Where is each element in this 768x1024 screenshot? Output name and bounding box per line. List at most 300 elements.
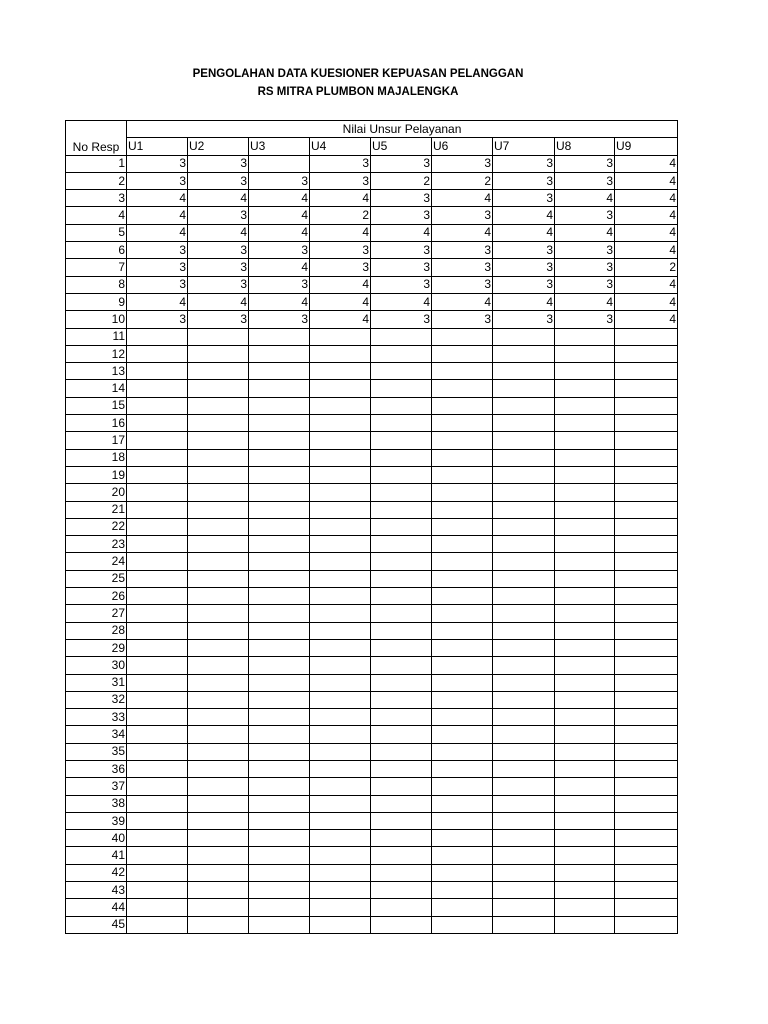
resp-column-header: No Resp <box>66 121 127 156</box>
table-row <box>66 449 678 466</box>
table-row <box>66 155 678 172</box>
score-cell: 3 <box>493 276 555 293</box>
resp-number-cell: 13 <box>66 363 127 380</box>
score-cell: 3 <box>310 172 371 189</box>
score-cell <box>493 449 555 466</box>
table-row <box>66 882 678 899</box>
score-cell <box>615 830 678 847</box>
score-cell <box>615 760 678 777</box>
score-cell: 3 <box>371 311 432 328</box>
resp-number-cell: 34 <box>66 726 127 743</box>
table-row <box>66 795 678 812</box>
score-cell <box>371 795 432 812</box>
score-cell <box>493 830 555 847</box>
resp-number-cell: 35 <box>66 743 127 760</box>
score-cell <box>188 657 249 674</box>
score-cell <box>555 691 615 708</box>
score-cell <box>249 864 310 881</box>
score-cell <box>432 778 493 795</box>
score-cell <box>371 397 432 414</box>
score-cell: 4 <box>371 224 432 241</box>
score-cell: 4 <box>615 207 678 224</box>
score-cell <box>188 605 249 622</box>
score-cell <box>432 380 493 397</box>
score-cell <box>432 363 493 380</box>
score-cell <box>249 899 310 916</box>
score-cell: 3 <box>127 259 188 276</box>
score-cell <box>432 501 493 518</box>
score-cell <box>615 536 678 553</box>
score-cell: 4 <box>615 242 678 259</box>
score-cell <box>432 830 493 847</box>
score-cell <box>127 536 188 553</box>
score-cell <box>249 778 310 795</box>
table-row <box>66 536 678 553</box>
score-cell <box>371 778 432 795</box>
score-cell <box>127 847 188 864</box>
score-cell <box>127 588 188 605</box>
score-cell <box>188 882 249 899</box>
score-cell <box>555 605 615 622</box>
table-row <box>66 812 678 829</box>
score-cell: 3 <box>127 311 188 328</box>
score-cell: 3 <box>371 276 432 293</box>
score-cell <box>188 484 249 501</box>
score-cell: 3 <box>493 311 555 328</box>
score-cell <box>432 899 493 916</box>
table-row <box>66 778 678 795</box>
score-cell <box>188 674 249 691</box>
resp-number-cell: 1 <box>66 155 127 172</box>
score-cell <box>249 657 310 674</box>
score-cell <box>432 916 493 933</box>
score-cell <box>493 760 555 777</box>
score-cell <box>555 553 615 570</box>
score-cell <box>249 760 310 777</box>
score-cell <box>249 328 310 345</box>
resp-number-cell: 26 <box>66 588 127 605</box>
score-cell <box>249 466 310 483</box>
table-row <box>66 276 678 293</box>
score-cell: 4 <box>310 224 371 241</box>
score-cell <box>615 916 678 933</box>
score-cell: 3 <box>493 172 555 189</box>
table-row <box>66 657 678 674</box>
score-cell: 4 <box>188 224 249 241</box>
score-cell: 3 <box>249 311 310 328</box>
column-header-u5: U5 <box>371 138 432 155</box>
table-row <box>66 242 678 259</box>
score-cell <box>127 518 188 535</box>
resp-number-cell: 37 <box>66 778 127 795</box>
score-cell <box>249 518 310 535</box>
score-cell <box>555 380 615 397</box>
score-cell <box>188 726 249 743</box>
score-cell: 3 <box>371 242 432 259</box>
table-row <box>66 760 678 777</box>
score-cell <box>127 570 188 587</box>
score-cell: 4 <box>249 190 310 207</box>
score-cell <box>371 536 432 553</box>
table-row <box>66 311 678 328</box>
score-cell <box>249 397 310 414</box>
score-cell: 3 <box>188 207 249 224</box>
column-header-u3: U3 <box>249 138 310 155</box>
score-cell <box>188 743 249 760</box>
resp-number-cell: 11 <box>66 328 127 345</box>
resp-number-cell: 45 <box>66 916 127 933</box>
score-cell <box>188 622 249 639</box>
score-cell <box>615 795 678 812</box>
score-cell <box>249 847 310 864</box>
score-cell <box>432 657 493 674</box>
score-cell <box>493 380 555 397</box>
score-cell <box>127 812 188 829</box>
score-cell <box>493 328 555 345</box>
score-cell <box>249 812 310 829</box>
score-cell <box>493 588 555 605</box>
score-cell: 4 <box>615 276 678 293</box>
score-cell <box>615 363 678 380</box>
table-row <box>66 709 678 726</box>
score-cell <box>432 415 493 432</box>
score-cell: 4 <box>310 276 371 293</box>
score-cell <box>249 380 310 397</box>
score-cell <box>432 847 493 864</box>
score-cell <box>555 363 615 380</box>
score-cell: 3 <box>555 242 615 259</box>
score-cell <box>310 743 371 760</box>
score-cell <box>432 674 493 691</box>
table-row <box>66 726 678 743</box>
score-cell: 3 <box>371 155 432 172</box>
score-cell: 3 <box>555 172 615 189</box>
score-cell <box>555 622 615 639</box>
score-cell <box>188 830 249 847</box>
score-cell <box>432 605 493 622</box>
score-cell: 3 <box>127 242 188 259</box>
score-cell <box>371 622 432 639</box>
score-cell <box>493 778 555 795</box>
score-cell <box>127 916 188 933</box>
score-cell <box>310 397 371 414</box>
resp-number-cell: 17 <box>66 432 127 449</box>
resp-number-cell: 12 <box>66 345 127 362</box>
survey-data-table <box>65 120 678 934</box>
score-cell <box>310 639 371 656</box>
table-row <box>66 674 678 691</box>
score-cell <box>615 345 678 362</box>
score-cell <box>493 726 555 743</box>
score-cell <box>310 570 371 587</box>
table-row <box>66 743 678 760</box>
score-cell <box>310 588 371 605</box>
score-cell: 4 <box>493 207 555 224</box>
score-cell <box>371 553 432 570</box>
score-cell: 3 <box>310 242 371 259</box>
score-cell <box>493 605 555 622</box>
score-cell: 3 <box>249 172 310 189</box>
score-cell <box>127 345 188 362</box>
score-cell <box>555 328 615 345</box>
score-cell: 4 <box>615 155 678 172</box>
score-cell <box>188 570 249 587</box>
score-cell <box>310 709 371 726</box>
score-cell <box>188 795 249 812</box>
score-cell: 4 <box>188 190 249 207</box>
score-cell <box>555 466 615 483</box>
score-cell <box>127 639 188 656</box>
score-cell <box>249 449 310 466</box>
table-row <box>66 293 678 310</box>
score-cell: 2 <box>615 259 678 276</box>
document-subtitle: RS MITRA PLUMBON MAJALENGKA <box>257 86 459 98</box>
score-cell <box>127 622 188 639</box>
score-cell <box>615 726 678 743</box>
resp-number-cell: 9 <box>66 293 127 310</box>
score-cell <box>615 674 678 691</box>
score-cell <box>188 501 249 518</box>
score-cell <box>493 345 555 362</box>
score-cell <box>371 380 432 397</box>
score-cell: 3 <box>188 276 249 293</box>
score-cell <box>555 536 615 553</box>
score-cell <box>615 501 678 518</box>
score-cell <box>310 622 371 639</box>
score-cell <box>615 657 678 674</box>
score-cell <box>249 432 310 449</box>
score-cell <box>493 916 555 933</box>
resp-number-cell: 4 <box>66 207 127 224</box>
score-cell: 4 <box>127 207 188 224</box>
score-cell <box>615 812 678 829</box>
table-row <box>66 639 678 656</box>
score-cell <box>615 328 678 345</box>
table-row <box>66 518 678 535</box>
score-cell <box>555 674 615 691</box>
score-cell <box>188 380 249 397</box>
table-row <box>66 207 678 224</box>
score-cell <box>371 415 432 432</box>
column-header-u4: U4 <box>310 138 371 155</box>
score-cell <box>432 466 493 483</box>
score-cell <box>615 415 678 432</box>
score-cell <box>188 553 249 570</box>
resp-number-cell: 32 <box>66 691 127 708</box>
score-cell <box>310 345 371 362</box>
score-cell <box>493 432 555 449</box>
score-cell <box>493 743 555 760</box>
score-cell <box>310 432 371 449</box>
score-cell <box>493 691 555 708</box>
score-cell <box>432 484 493 501</box>
score-cell <box>555 432 615 449</box>
resp-number-cell: 21 <box>66 501 127 518</box>
score-cell <box>615 778 678 795</box>
score-cell <box>310 553 371 570</box>
score-cell <box>310 847 371 864</box>
score-cell <box>188 691 249 708</box>
score-cell: 4 <box>310 293 371 310</box>
score-cell: 3 <box>127 155 188 172</box>
score-cell <box>432 518 493 535</box>
table-row <box>66 899 678 916</box>
score-cell: 3 <box>432 259 493 276</box>
score-cell <box>310 484 371 501</box>
score-cell <box>249 916 310 933</box>
score-cell <box>371 432 432 449</box>
score-cell <box>371 830 432 847</box>
resp-number-cell: 25 <box>66 570 127 587</box>
score-cell <box>371 466 432 483</box>
score-cell <box>310 501 371 518</box>
resp-number-cell: 22 <box>66 518 127 535</box>
score-cell <box>493 882 555 899</box>
table-row <box>66 916 678 933</box>
score-cell <box>310 536 371 553</box>
score-cell <box>555 484 615 501</box>
score-cell <box>493 847 555 864</box>
score-cell <box>310 449 371 466</box>
score-cell <box>371 588 432 605</box>
score-cell <box>188 397 249 414</box>
resp-number-cell: 30 <box>66 657 127 674</box>
score-cell <box>249 345 310 362</box>
score-cell <box>555 847 615 864</box>
column-header-u8: U8 <box>555 138 615 155</box>
score-cell <box>371 484 432 501</box>
score-cell <box>432 553 493 570</box>
table-row <box>66 224 678 241</box>
score-cell <box>555 657 615 674</box>
score-cell: 3 <box>127 172 188 189</box>
score-cell <box>188 466 249 483</box>
score-cell <box>371 605 432 622</box>
score-cell <box>432 622 493 639</box>
score-cell <box>555 639 615 656</box>
score-cell <box>493 363 555 380</box>
score-cell <box>188 864 249 881</box>
score-cell <box>127 449 188 466</box>
score-cell <box>555 397 615 414</box>
score-cell <box>493 536 555 553</box>
score-cell <box>310 882 371 899</box>
score-cell: 4 <box>310 311 371 328</box>
score-cell <box>249 691 310 708</box>
score-cell <box>615 397 678 414</box>
score-cell <box>188 328 249 345</box>
score-cell <box>615 432 678 449</box>
score-cell <box>493 484 555 501</box>
score-cell: 3 <box>432 155 493 172</box>
score-cell <box>615 622 678 639</box>
score-cell <box>432 864 493 881</box>
score-cell <box>310 899 371 916</box>
score-cell: 4 <box>432 224 493 241</box>
score-cell <box>127 760 188 777</box>
score-cell <box>188 536 249 553</box>
score-cell <box>432 397 493 414</box>
resp-number-cell: 8 <box>66 276 127 293</box>
score-cell <box>493 570 555 587</box>
score-cell <box>555 570 615 587</box>
score-cell <box>555 864 615 881</box>
score-cell <box>127 380 188 397</box>
score-cell <box>188 588 249 605</box>
score-cell <box>249 415 310 432</box>
score-cell <box>432 639 493 656</box>
score-cell <box>188 899 249 916</box>
score-cell <box>127 691 188 708</box>
score-cell: 3 <box>432 311 493 328</box>
score-cell <box>555 709 615 726</box>
score-cell <box>432 588 493 605</box>
score-cell <box>432 570 493 587</box>
table-row <box>66 345 678 362</box>
score-cell: 4 <box>249 259 310 276</box>
score-cell <box>615 553 678 570</box>
resp-number-cell: 5 <box>66 224 127 241</box>
resp-number-cell: 33 <box>66 709 127 726</box>
score-cell: 4 <box>555 293 615 310</box>
table-row <box>66 172 678 189</box>
score-cell: 3 <box>188 155 249 172</box>
score-cell <box>555 345 615 362</box>
score-cell <box>249 709 310 726</box>
score-cell: 4 <box>555 190 615 207</box>
score-cell <box>371 570 432 587</box>
score-cell <box>249 363 310 380</box>
score-cell <box>615 588 678 605</box>
score-cell <box>555 743 615 760</box>
score-cell <box>188 916 249 933</box>
score-cell: 4 <box>493 224 555 241</box>
score-cell <box>371 449 432 466</box>
score-cell <box>493 501 555 518</box>
resp-number-cell: 38 <box>66 795 127 812</box>
score-cell <box>371 709 432 726</box>
score-cell <box>493 657 555 674</box>
score-cell <box>432 812 493 829</box>
resp-number-cell: 19 <box>66 466 127 483</box>
score-cell <box>371 726 432 743</box>
score-cell <box>555 778 615 795</box>
column-header-u2: U2 <box>188 138 249 155</box>
table-row <box>66 363 678 380</box>
resp-number-cell: 16 <box>66 415 127 432</box>
score-cell <box>249 674 310 691</box>
table-row <box>66 432 678 449</box>
column-header-u7: U7 <box>493 138 555 155</box>
score-cell: 3 <box>310 155 371 172</box>
resp-number-cell: 27 <box>66 605 127 622</box>
score-cell <box>249 726 310 743</box>
score-cell <box>310 812 371 829</box>
score-cell <box>432 432 493 449</box>
score-cell <box>555 726 615 743</box>
score-cell: 3 <box>188 172 249 189</box>
score-cell <box>310 415 371 432</box>
score-cell <box>615 380 678 397</box>
table-row <box>66 622 678 639</box>
score-cell: 3 <box>127 276 188 293</box>
score-cell: 3 <box>371 207 432 224</box>
score-cell <box>249 795 310 812</box>
score-cell: 2 <box>371 172 432 189</box>
score-cell <box>493 466 555 483</box>
score-cell: 3 <box>371 259 432 276</box>
score-cell <box>555 882 615 899</box>
